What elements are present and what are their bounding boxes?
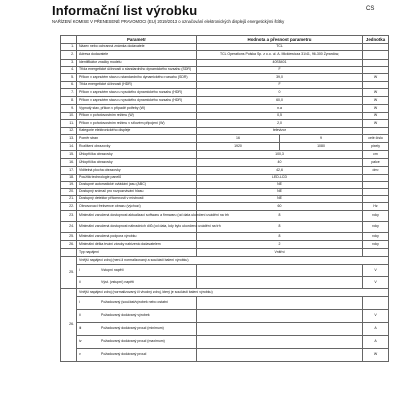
row-unit: W	[363, 120, 389, 128]
row-value: 8	[197, 222, 363, 233]
sub-row-number: ii	[79, 279, 81, 284]
row-value: NE	[197, 182, 363, 189]
regulation-intro: NAŘÍZENÍ KOMISE V PŘENESENÉ PRAVOMOCI (EU) 2019/2013 o označování elektronických displejů energetickými štítky	[52, 19, 285, 24]
row-unit: celé číslo	[363, 135, 389, 143]
row-value: Vnitřní	[197, 249, 363, 257]
row-unit: roky	[363, 222, 389, 233]
row-number: 3.	[61, 60, 77, 67]
row-unit	[363, 44, 389, 51]
row-number: 17.	[61, 167, 77, 175]
sub-row-number: v	[79, 352, 81, 357]
row-unit	[363, 249, 389, 257]
row-number	[61, 249, 77, 257]
row-unit: roky	[363, 211, 389, 222]
table-row	[61, 44, 389, 51]
sub-row-label: Požadovaný dodávaný proud (minimum)	[101, 326, 164, 331]
row-value: 100,3	[197, 151, 363, 159]
row-number: 7.	[61, 89, 77, 97]
row-number: 10.	[61, 113, 77, 120]
row-unit	[363, 175, 389, 182]
row-number: 23.	[61, 211, 77, 222]
row-number: 11.	[61, 120, 77, 128]
sub-row	[61, 277, 389, 289]
row-parameter: Použitá technologie panelů	[77, 175, 197, 182]
row-number: 24.	[61, 222, 77, 233]
table-row	[61, 74, 389, 82]
block25-heading-row	[61, 257, 389, 265]
sub-row-unit: W	[363, 349, 389, 362]
power-supply-heading: Vnější napájecí zdroj (normalizovaný či vhodný zdroj, který je součástí balení výrobku)	[77, 289, 389, 297]
row-value: 39,0	[197, 74, 363, 82]
sub-row-value	[197, 336, 363, 349]
row-number: 4.	[61, 67, 77, 74]
row-value: 60,0	[197, 97, 363, 105]
row-unit	[363, 51, 389, 60]
row-parameter: Rozlišení obrazovky	[77, 143, 197, 151]
sub-row-label: Výst. (vstupní) napětí	[101, 279, 135, 284]
sub-row-unit: V	[363, 310, 389, 323]
row-parameter: Minimální zaručená dostupnost náhradních dílů (od data, kdy bylo ukončeno uvádění na trh	[77, 222, 197, 233]
sub-row	[61, 297, 389, 310]
row-number: 25.	[61, 233, 77, 241]
sub-row-number: iv	[79, 339, 82, 344]
row-value: 1920	[197, 143, 280, 151]
row-value: F	[197, 82, 363, 89]
row-number: 16.	[61, 159, 77, 167]
row-number: 14.	[61, 143, 77, 151]
sub-row-unit: A	[363, 323, 389, 336]
row-number: 15.	[61, 151, 77, 159]
table-body	[61, 44, 389, 362]
table-row	[61, 159, 389, 167]
row-number: 13.	[61, 135, 77, 143]
row-number: 2.	[61, 51, 77, 60]
table-row	[61, 211, 389, 222]
row-value: 16	[197, 135, 280, 143]
row-number: 26.	[61, 241, 77, 249]
row-number: 20.	[61, 189, 77, 196]
row-parameter: Název nebo ochranná známka dodavatele	[77, 44, 197, 51]
row-parameter: Kategorie elektronického displeje	[77, 128, 197, 135]
row-number: 21.	[61, 196, 77, 203]
row-number: 22.	[61, 203, 77, 211]
row-value: 9	[280, 135, 363, 143]
row-value: NE	[197, 189, 363, 196]
row-unit	[363, 82, 389, 89]
row-unit	[363, 196, 389, 203]
row-unit	[363, 189, 389, 196]
table-row	[61, 151, 389, 159]
row-number: 8.	[61, 97, 77, 105]
table-row	[61, 113, 389, 120]
row-parameter: Dostupné automatické ovládání jasu (ABC)	[77, 182, 197, 189]
row-value: TCL	[197, 44, 363, 51]
sub-row-label-cell	[77, 265, 197, 277]
row-unit	[363, 67, 389, 74]
table-row	[61, 135, 389, 143]
row-parameter: Příkon v pohotovostním režimu (W)	[77, 113, 197, 120]
sub-row-unit	[363, 297, 389, 310]
table-row	[61, 89, 389, 97]
row-number: 5.	[61, 74, 77, 82]
sub-row-value	[197, 349, 363, 362]
table-row	[61, 167, 389, 175]
row-parameter: Úhlopříčka obrazovky	[77, 151, 197, 159]
row-parameter: Úhlopříčka obrazovky	[77, 159, 197, 167]
table-row	[61, 233, 389, 241]
sub-row-label-cell	[77, 310, 197, 323]
row-parameter: Identifikátor značky modelu	[77, 60, 197, 67]
row-unit	[363, 182, 389, 189]
table-row	[61, 175, 389, 182]
row-value: 2	[197, 241, 363, 249]
table-row	[61, 51, 389, 60]
row-unit: cm	[363, 151, 389, 159]
row-unit	[363, 60, 389, 67]
sub-row-number: ii	[79, 313, 81, 318]
row-value: 8	[197, 233, 363, 241]
sub-row-number: iii	[79, 326, 82, 331]
row-number: 1.	[61, 44, 77, 51]
row-value: 40	[197, 159, 363, 167]
row-parameter: Třída energetické účinnosti (HDR)	[77, 82, 197, 89]
sub-row	[61, 265, 389, 277]
row-number: 25.	[61, 257, 77, 289]
row-parameter: Adresa dodavatele	[77, 51, 197, 60]
row-number: 18.	[61, 175, 77, 182]
table-row	[61, 67, 389, 74]
page-title: Informační list výrobku	[52, 3, 198, 18]
row-number: 6.	[61, 82, 77, 89]
sub-row-label-cell	[77, 336, 197, 349]
row-value: LED-LCD	[197, 175, 363, 182]
row-number: 9.	[61, 105, 77, 113]
row-value: 60	[197, 203, 363, 211]
row-number: 12.	[61, 128, 77, 135]
row-number: 19.	[61, 182, 77, 189]
row-unit: dm²	[363, 167, 389, 175]
table-row	[61, 182, 389, 189]
sub-row-unit: V	[363, 277, 389, 289]
table-row	[61, 241, 389, 249]
sub-row-label-cell	[77, 297, 197, 310]
row-value: 1080	[280, 143, 363, 151]
sub-row-value	[197, 310, 363, 323]
row-unit: roky	[363, 233, 389, 241]
block26-heading-row	[61, 289, 389, 297]
sub-row-label: Požadovaný dodávaný proud	[101, 352, 147, 357]
row-number: 26.	[61, 289, 77, 362]
row-parameter: Minimální délka trvání záruky nabízená dodavatelem	[77, 241, 197, 249]
row-parameter: Dostupný detektor přítomnosti v místnosti	[77, 196, 197, 203]
row-parameter: Třída energetické účinnosti u standardního dynamického rozsahu (SDR)	[77, 67, 197, 74]
row-parameter: Příkon v pohotovostním režimu v síťovém připojení (W)	[77, 120, 197, 128]
row-parameter: Příkon v zapnutém stavu u vysokého dynamického rozsahu (HDR)	[77, 89, 197, 97]
row-unit: roky	[363, 241, 389, 249]
row-unit: W	[363, 113, 389, 120]
table-row	[61, 222, 389, 233]
row-value: 40S5401	[197, 60, 363, 67]
sub-row-unit: V	[363, 265, 389, 277]
sub-row-label: Požadovaný dodávaný proud (maximum)	[101, 339, 165, 344]
sub-row-value	[197, 323, 363, 336]
sub-row	[61, 349, 389, 362]
row-unit: W	[363, 97, 389, 105]
row-value: n.a	[197, 105, 363, 113]
sub-row-label-cell	[77, 277, 197, 289]
row-parameter: Viditelná plocha obrazovky	[77, 167, 197, 175]
table-row	[61, 97, 389, 105]
row-parameter: Vypnutý stav, příkon v případě potřeby (W)	[77, 105, 197, 113]
row-value: NE	[197, 196, 363, 203]
table-row	[61, 105, 389, 113]
power-supply-heading: Vnější napájecí zdroj (není-li normalizovaný a součástí balení výrobku)	[77, 257, 389, 265]
table-row	[61, 249, 389, 257]
row-parameter: Příkon v zapnutém stavu u vysokého dynamického rozsahu (HDR)	[77, 97, 197, 105]
row-value: 0,5	[197, 113, 363, 120]
sub-row	[61, 323, 389, 336]
col-number-header	[61, 36, 77, 44]
row-unit: W	[363, 105, 389, 113]
row-value: 0	[197, 89, 363, 97]
table-row	[61, 82, 389, 89]
row-parameter: Poměr stran	[77, 135, 197, 143]
table-header-row	[61, 36, 389, 44]
sub-row-value	[197, 297, 363, 310]
row-value: televizor	[197, 128, 363, 135]
col-parameter-header: Parametr	[77, 36, 197, 44]
row-parameter: Minimální zaručená dostupnost aktualizací softwaru a firmwaru (od data ukončení uvádění na trh	[77, 211, 197, 222]
row-unit: W	[363, 89, 389, 97]
row-value: 42,6	[197, 167, 363, 175]
sub-row-label: Požadovaný (součást/výrobek nebo ostatní	[101, 300, 168, 305]
sub-row-label: Vstupní napětí	[101, 267, 124, 272]
row-unit: Hz	[363, 203, 389, 211]
col-unit-header: Jednotka	[363, 36, 389, 44]
sub-row-label-cell	[77, 323, 197, 336]
row-unit: pixely	[363, 143, 389, 151]
language-code: CS	[366, 6, 375, 12]
row-unit: W	[363, 74, 389, 82]
table-row	[61, 189, 389, 196]
sub-row	[61, 310, 389, 323]
sub-row-value	[197, 265, 363, 277]
table-row	[61, 128, 389, 135]
table-row	[61, 203, 389, 211]
row-parameter: Dostupný snímač pro rozpoznávání hlasu	[77, 189, 197, 196]
row-parameter: Příkon v zapnutém stavu u standardního dynamického rozsahu (SDR)	[77, 74, 197, 82]
sub-row-label-cell	[77, 349, 197, 362]
row-value: F	[197, 67, 363, 74]
sub-row-number: i	[79, 300, 80, 305]
table-row	[61, 196, 389, 203]
table-row	[61, 60, 389, 67]
parameter-table	[60, 35, 389, 362]
row-parameter: Obnovovací frekvence obrazu (výchozí)	[77, 203, 197, 211]
sub-row-unit: A	[363, 336, 389, 349]
row-parameter: Minimální zaručená podpora výrobku	[77, 233, 197, 241]
sub-row	[61, 336, 389, 349]
row-parameter: Typ napájení	[77, 249, 197, 257]
sub-row-value	[197, 277, 363, 289]
col-value-header: Hodnota a přesnost parametru	[197, 36, 363, 44]
table-row	[61, 143, 389, 151]
row-value: TCL Operations Polska Sp. z o.o. ul. A. Mickiewicza 31/41, 96-300 Żyrardów,	[197, 51, 363, 60]
row-value: 2,0	[197, 120, 363, 128]
row-unit	[363, 128, 389, 135]
row-unit: palce	[363, 159, 389, 167]
table-row	[61, 120, 389, 128]
sub-row-number: i	[79, 267, 80, 272]
row-value: 8	[197, 211, 363, 222]
sub-row-label: Požadovaný dodávaný výrobek	[101, 313, 150, 318]
